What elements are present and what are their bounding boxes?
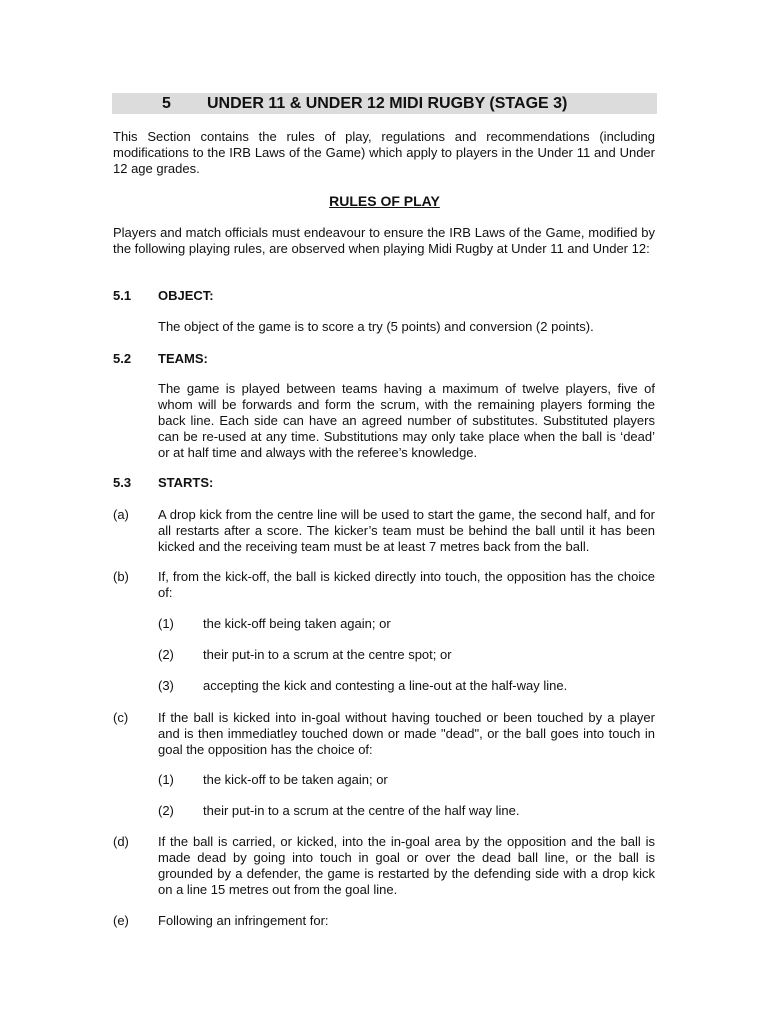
rules-of-play-heading-text: RULES OF PLAY [329,193,440,209]
item-c-sub-2-text: their put-in to a scrum at the centre of the half way line. [203,803,520,818]
item-b-sub-2-num: (2) [158,647,174,662]
section-title: UNDER 11 & UNDER 12 MIDI RUGBY (STAGE 3) [207,95,568,112]
item-e-text: Following an infringement for: [158,913,329,928]
item-b-text: If, from the kick-off, the ball is kicked directly into touch, the opposition has the choice of: [158,569,655,600]
item-a-text: A drop kick from the centre line will be used to start the game, the second half, and for all restarts after a score. The kicker’s team must be behind the ball until it has been kicked and the receiving team must be at least 7 metres back from the ball. [158,507,655,554]
section-5-3-number: 5.3 [113,475,132,490]
section-5-3-title: STARTS: [158,475,214,490]
section-number: 5 [162,95,171,112]
intro-paragraph: This Section contains the rules of play, regulations and recommendations (including modifications to the IRB Laws of the Game) which apply to players in the Under 11 and Under 12 age grades. [113,129,655,176]
rules-of-play-heading [112,193,657,209]
section-5-2-number: 5.2 [113,351,132,366]
item-a-mark: (a) [113,507,129,522]
item-c-sub-2-num: (2) [158,803,174,818]
item-c-sub-1-num: (1) [158,772,174,787]
item-b-sub-2-text: their put-in to a scrum at the centre spot; or [203,647,452,662]
item-b-sub-1-num: (1) [158,616,174,631]
rules-intro-paragraph: Players and match officials must endeavour to ensure the IRB Laws of the Game, modified by the following playing rules, are observed when playing Midi Rugby at Under 11 and Under 12: [113,225,655,256]
item-b-sub-3-text: accepting the kick and contesting a line-out at the half-way line. [203,678,568,693]
item-d-mark: (d) [113,834,129,849]
item-e-mark: (e) [113,913,129,928]
section-5-1-text: The object of the game is to score a try (5 points) and conversion (2 points). [158,319,594,334]
section-5-2-title: TEAMS: [158,351,208,366]
item-c-text: If the ball is kicked into in-goal without having touched or been touched by a player and is then immediatley touched down or made "dead", or the ball goes into touch in goal the opposition has the choice of: [158,710,655,757]
section-5-2-text: The game is played between teams having a maximum of twelve players, five of whom will be forwards and form the scrum, with the remaining players forming the back line. Each side can have an agreed number of substitutes. Substituted players can be re-used at any time. Substitutions may only take place when the ball is ‘dead’ or at half time and always with the referee’s knowledge. [158,381,655,460]
item-d-text: If the ball is carried, or kicked, into the in-goal area by the opposition and the ball is made dead by going into touch in goal or over the dead ball line, or the ball is grounded by a defender, the game is restarted by the defending side with a drop kick on a line 15 metres out from the goal line. [158,834,655,897]
item-c-mark: (c) [113,710,129,725]
item-b-sub-1-text: the kick-off being taken again; or [203,616,391,631]
item-c-sub-1-text: the kick-off to be taken again; or [203,772,388,787]
item-b-mark: (b) [113,569,129,584]
section-5-1-number: 5.1 [113,288,132,303]
section-5-1-title: OBJECT: [158,288,214,303]
item-b-sub-3-num: (3) [158,678,174,693]
